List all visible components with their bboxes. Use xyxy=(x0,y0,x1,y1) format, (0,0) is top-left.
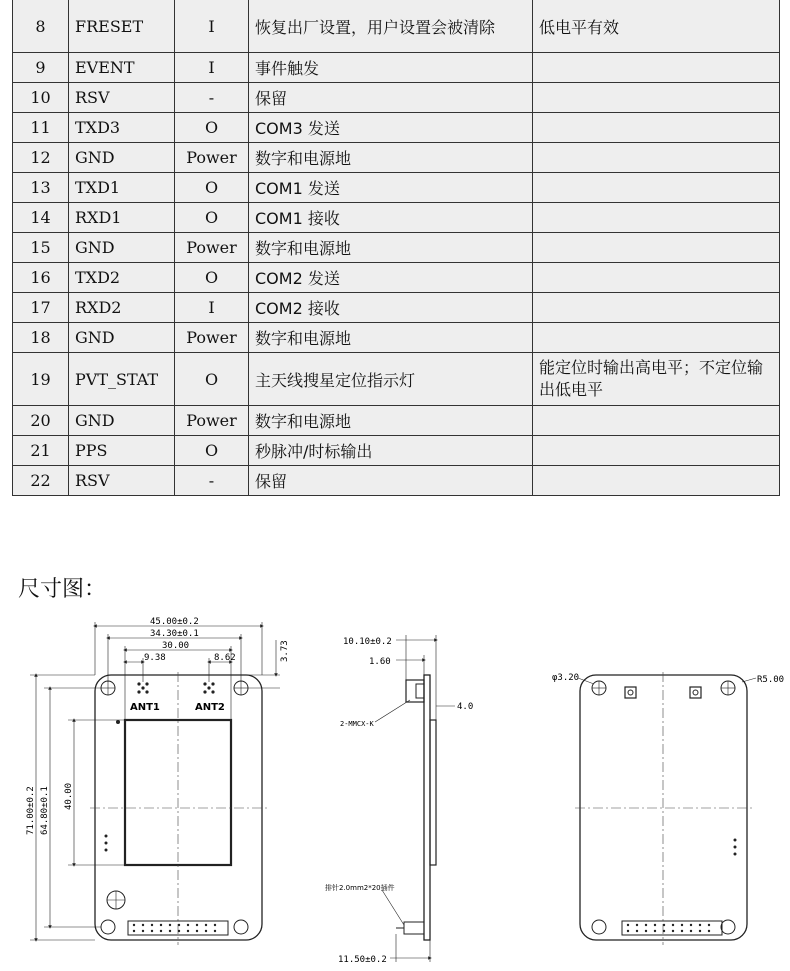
pin-name: GND xyxy=(69,143,175,173)
pin-note xyxy=(533,323,780,353)
pin-note xyxy=(533,83,780,113)
pin-name: EVENT xyxy=(69,53,175,83)
pin-row xyxy=(13,293,780,323)
pin-number: 17 xyxy=(13,293,69,323)
pin-name: RSV xyxy=(69,466,175,496)
pin-number: 10 xyxy=(13,83,69,113)
pin-number: 14 xyxy=(13,203,69,233)
dim-inner-height: 40.00 xyxy=(64,782,74,810)
side-module xyxy=(430,720,436,865)
dim-ant1-offset: 9.38 xyxy=(144,653,166,663)
pin-number: 20 xyxy=(13,406,69,436)
pin-number: 9 xyxy=(13,53,69,83)
pin-number: 13 xyxy=(13,173,69,203)
mount-hole xyxy=(234,920,248,934)
pin-description: COM1 接收 xyxy=(249,203,533,233)
pin-row xyxy=(13,406,780,436)
pin-row xyxy=(13,263,780,293)
label-pin-header: 排针2.0mm2*20插件 xyxy=(325,884,395,892)
back-pin-header xyxy=(622,921,722,935)
pin-table-body xyxy=(13,0,780,496)
pin-type: O xyxy=(175,203,249,233)
pin-note xyxy=(533,143,780,173)
pin-number: 12 xyxy=(13,143,69,173)
pin-note xyxy=(533,436,780,466)
dim-connector-height: 4.0 xyxy=(457,702,474,712)
ant2-label: ANT2 xyxy=(195,702,225,713)
dim-connector-offset: 1.60 xyxy=(369,657,391,667)
pin-name: PPS xyxy=(69,436,175,466)
pin-row xyxy=(13,353,780,406)
side-pin-header xyxy=(404,922,424,934)
pin-description: 保留 xyxy=(249,466,533,496)
pin-name: TXD3 xyxy=(69,113,175,143)
pin-number: 19 xyxy=(13,353,69,406)
pin-number: 15 xyxy=(13,233,69,263)
dim-ant2-offset: 8.62 xyxy=(214,653,236,663)
pin-number: 18 xyxy=(13,323,69,353)
dim-hole-height: 64.80±0.1 xyxy=(40,786,50,835)
pin-description: 事件触发 xyxy=(249,53,533,83)
pin-row xyxy=(13,173,780,203)
pin-name: GND xyxy=(69,406,175,436)
pin-note xyxy=(533,406,780,436)
pin-type: Power xyxy=(175,323,249,353)
pin-name: RXD2 xyxy=(69,293,175,323)
side-view xyxy=(325,635,473,965)
pin-definition-table xyxy=(12,0,780,496)
pin-description: COM2 接收 xyxy=(249,293,533,323)
pin-row xyxy=(13,113,780,143)
pin-number: 21 xyxy=(13,436,69,466)
dimension-drawing xyxy=(0,600,790,971)
pin-description: 数字和电源地 xyxy=(249,233,533,263)
pin-note xyxy=(533,263,780,293)
pin-note xyxy=(533,53,780,83)
pin-row xyxy=(13,203,780,233)
pin-note xyxy=(533,203,780,233)
pin-description: COM1 发送 xyxy=(249,173,533,203)
pin-row xyxy=(13,466,780,496)
pin-type: I xyxy=(175,0,249,53)
pin-row xyxy=(13,323,780,353)
pin-name: FRESET xyxy=(69,0,175,53)
pin-type: O xyxy=(175,263,249,293)
side-connector xyxy=(406,680,424,702)
pin-number: 16 xyxy=(13,263,69,293)
pin-description: 主天线搜星定位指示灯 xyxy=(249,353,533,406)
pin-description: 恢复出厂设置，用户设置会被清除 xyxy=(249,0,533,53)
pin-type: - xyxy=(175,466,249,496)
dim-hole-diameter: φ3.20 xyxy=(552,673,580,683)
pin-type: - xyxy=(175,83,249,113)
pin-number: 11 xyxy=(13,113,69,143)
pin-note xyxy=(533,293,780,323)
pin-description: COM2 发送 xyxy=(249,263,533,293)
dim-pin-length: 11.50±0.2 xyxy=(338,955,387,965)
back-board-outline xyxy=(580,675,747,940)
dim-corner-radius: R5.00 xyxy=(757,675,785,685)
dim-height-total: 71.00±0.2 xyxy=(26,786,36,835)
label-connector: 2-MMCX-K xyxy=(340,720,374,728)
pin-type: I xyxy=(175,53,249,83)
pin-name: RXD1 xyxy=(69,203,175,233)
pin-note: 低电平有效 xyxy=(533,0,780,53)
back-mount-hole xyxy=(592,920,606,934)
dimension-title: 尺寸图： xyxy=(18,577,107,602)
pin-row xyxy=(13,0,780,53)
pin-description: 数字和电源地 xyxy=(249,143,533,173)
pin-description: 秒脉冲/时标输出 xyxy=(249,436,533,466)
back-mount-hole xyxy=(721,920,735,934)
pin-name: GND xyxy=(69,323,175,353)
mount-hole xyxy=(101,920,115,934)
pin-type: Power xyxy=(175,143,249,173)
pin-type: I xyxy=(175,293,249,323)
pin-description: 保留 xyxy=(249,83,533,113)
pin-row xyxy=(13,83,780,113)
pin-row xyxy=(13,53,780,83)
pin-type: Power xyxy=(175,233,249,263)
pin-row xyxy=(13,143,780,173)
dim-hole-offset: 3.73 xyxy=(280,640,290,662)
pin-name: PVT_STAT xyxy=(69,353,175,406)
back-view xyxy=(552,672,784,945)
pin-note xyxy=(533,466,780,496)
pin-type: Power xyxy=(175,406,249,436)
pin-row xyxy=(13,436,780,466)
pin-type: O xyxy=(175,173,249,203)
pin-row xyxy=(13,233,780,263)
pin-name: RSV xyxy=(69,83,175,113)
ant1-label: ANT1 xyxy=(130,702,160,713)
pin-note xyxy=(533,113,780,143)
side-board xyxy=(424,675,430,940)
pin-description: COM3 发送 xyxy=(249,113,533,143)
front-view xyxy=(26,617,290,945)
dim-width-total: 45.00±0.2 xyxy=(150,617,199,627)
pin-number: 22 xyxy=(13,466,69,496)
dim-hole-spacing: 34.30±0.1 xyxy=(150,629,199,639)
pin-description: 数字和电源地 xyxy=(249,323,533,353)
pin-type: O xyxy=(175,436,249,466)
dim-thickness: 10.10±0.2 xyxy=(343,637,392,647)
dim-inner-width: 30.00 xyxy=(162,641,190,651)
pin-number: 8 xyxy=(13,0,69,53)
pin-name: TXD1 xyxy=(69,173,175,203)
pin-name: GND xyxy=(69,233,175,263)
pin-type: O xyxy=(175,353,249,406)
pin-description: 数字和电源地 xyxy=(249,406,533,436)
pin-note xyxy=(533,173,780,203)
pin-name: TXD2 xyxy=(69,263,175,293)
pin-type: O xyxy=(175,113,249,143)
pin-note xyxy=(533,233,780,263)
pin-note: 能定位时输出高电平；不定位输出低电平 xyxy=(533,353,780,406)
